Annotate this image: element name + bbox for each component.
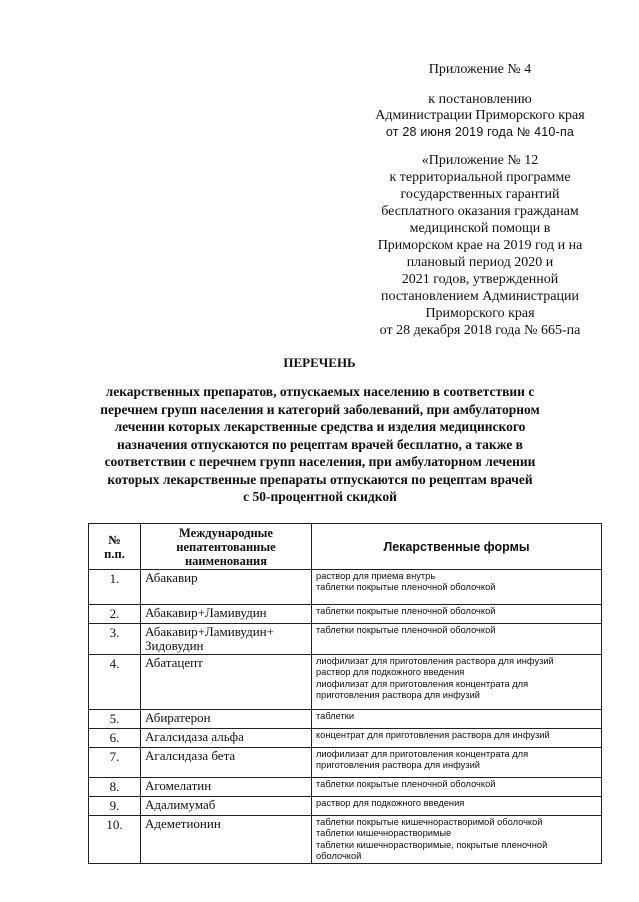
row-number: 7. (89, 748, 141, 778)
drug-name: Агалсидаза альфа (141, 729, 312, 748)
row-number: 8. (89, 778, 141, 797)
drug-name: Абакавир (141, 570, 312, 605)
appendix-12-line: медицинской помощи в (409, 221, 551, 236)
row-number: 6. (89, 729, 141, 748)
table-row (89, 605, 602, 624)
drug-name: Агомелатин (141, 778, 312, 797)
appendix-12-line: государственных гарантий (400, 187, 560, 202)
drug-list-table (88, 523, 602, 864)
dosage-form-line: таблетки (316, 711, 355, 721)
dosage-form-line: концентрат для приготовления раствора для инфузий (316, 730, 550, 740)
dosage-forms (312, 605, 602, 624)
appendix-12-line: 2021 годов, утвержденной (401, 272, 559, 287)
row-number: 3. (89, 624, 141, 655)
dosage-form-line: таблетки кишечнорастворимые (316, 828, 452, 839)
appendix-12-line: от 28 декабря 2018 года № 665-па (379, 323, 581, 338)
dosage-forms (312, 729, 602, 748)
dosage-forms (312, 816, 602, 864)
dosage-form-line: приготовления раствора для инфузий (316, 760, 480, 771)
dosage-form-line: оболочкой (316, 850, 362, 861)
appendix-12-block (360, 152, 600, 339)
table-row (89, 624, 602, 655)
page-subtitle (60, 383, 580, 506)
row-number: 5. (89, 710, 141, 729)
row-number: 10. (89, 816, 141, 864)
subtitle-line: перечнем групп населения и категорий заболеваний, при амбулаторном (100, 401, 540, 417)
decree-date-stamp: от 28 июня 2019 года № 410-па (385, 125, 575, 139)
decree-line-1: к постановлению (428, 92, 532, 107)
dosage-form-line: раствор для приема внутрь (316, 571, 436, 581)
table-body (89, 570, 602, 864)
appendix-12-line: постановлением Администрации (381, 289, 579, 304)
dosage-forms (312, 778, 602, 797)
dosage-form-line: приготовления раствора для инфузий (316, 689, 480, 700)
dosage-form-line: таблетки покрытые пленочной оболочкой (316, 606, 496, 616)
subtitle-line: соответствии с перечнем групп населения, при амбулаторном лечении (104, 454, 536, 469)
header-number-line-2: п.п. (104, 546, 125, 561)
dosage-forms (312, 710, 602, 729)
header-number (89, 524, 141, 570)
dosage-form-line: таблетки кишечнорастворимые, покрытые пленочной (316, 839, 548, 850)
appendix-4-label: Приложение № 4 (428, 62, 532, 77)
subtitle-line: с 50-процентной скидкой (243, 489, 397, 504)
dosage-form-line: лиофилизат для приготовления концентрата для (316, 678, 529, 689)
decree-line-2: Администрации Приморского края (375, 108, 585, 123)
table-row (89, 797, 602, 816)
table-row (89, 816, 602, 864)
dosage-form-line: раствор для подкожного введения (316, 667, 465, 678)
appendix-12-line: бесплатного оказания гражданам (381, 204, 579, 219)
subtitle-line: которых лекарственные препараты отпускаются по рецептам врачей (107, 471, 533, 487)
drug-name: Абатацепт (141, 655, 312, 710)
dosage-form-line: таблетки покрытые кишечнорастворимой оболочкой (316, 817, 543, 827)
dosage-form-line: таблетки покрытые пленочной оболочкой (316, 582, 496, 593)
table-header-row (89, 524, 602, 570)
table-row (89, 778, 602, 797)
dosage-form-line: лиофилизат для приготовления раствора для инфузий (316, 656, 554, 666)
appendix-12-line: Приморского края (425, 306, 535, 321)
subtitle-line: лечении которых лекарственные средства и изделия медицинского (114, 419, 526, 434)
dosage-form-line: раствор для подкожного введения (316, 798, 465, 808)
row-number: 9. (89, 797, 141, 816)
dosage-form-line: таблетки покрытые пленочной оболочкой (316, 779, 496, 789)
appendix-12-line: к территориальной программе (389, 170, 571, 185)
decree-reference (360, 92, 600, 140)
dosage-forms (312, 655, 602, 710)
table-row (89, 710, 602, 729)
dosage-form-line: таблетки покрытые пленочной оболочкой (316, 625, 496, 635)
header-inn-name: Международные непатентованные наименования (141, 524, 312, 570)
appendix-12-line: Приморском крае на 2019 год и на (377, 238, 583, 253)
row-number: 4. (89, 655, 141, 710)
dosage-form-line: лиофилизат для приготовления концентрата для (316, 749, 529, 759)
page-title: ПЕРЕЧЕНЬ (283, 355, 356, 370)
appendix-12-line: плановый период 2020 и (406, 255, 554, 270)
dosage-forms (312, 748, 602, 778)
drug-name: Агалсидаза бета (141, 748, 312, 778)
dosage-forms (312, 797, 602, 816)
table-row (89, 570, 602, 605)
subtitle-line: назначения отпускаются по рецептам врачей бесплатно, а также в (117, 436, 523, 452)
table-row (89, 748, 602, 778)
drug-name: Абиратерон (141, 710, 312, 729)
dosage-forms (312, 570, 602, 605)
drug-name: Адеметионин (141, 816, 312, 864)
row-number: 2. (89, 605, 141, 624)
appendix-12-line: «Приложение № 12 (421, 153, 539, 168)
drug-name: Абакавир+Ламивудин+ Зидовудин (141, 624, 312, 655)
header-dosage-forms: Лекарственные формы (312, 524, 602, 570)
table-row (89, 655, 602, 710)
header-number-line-1: № (108, 532, 121, 547)
subtitle-line: лекарственных препаратов, отпускаемых населению в соответствии с (105, 384, 535, 399)
drug-name: Абакавир+Ламивудин (141, 605, 312, 624)
row-number: 1. (89, 570, 141, 605)
drug-name: Адалимумаб (141, 797, 312, 816)
table-row (89, 729, 602, 748)
dosage-forms (312, 624, 602, 655)
